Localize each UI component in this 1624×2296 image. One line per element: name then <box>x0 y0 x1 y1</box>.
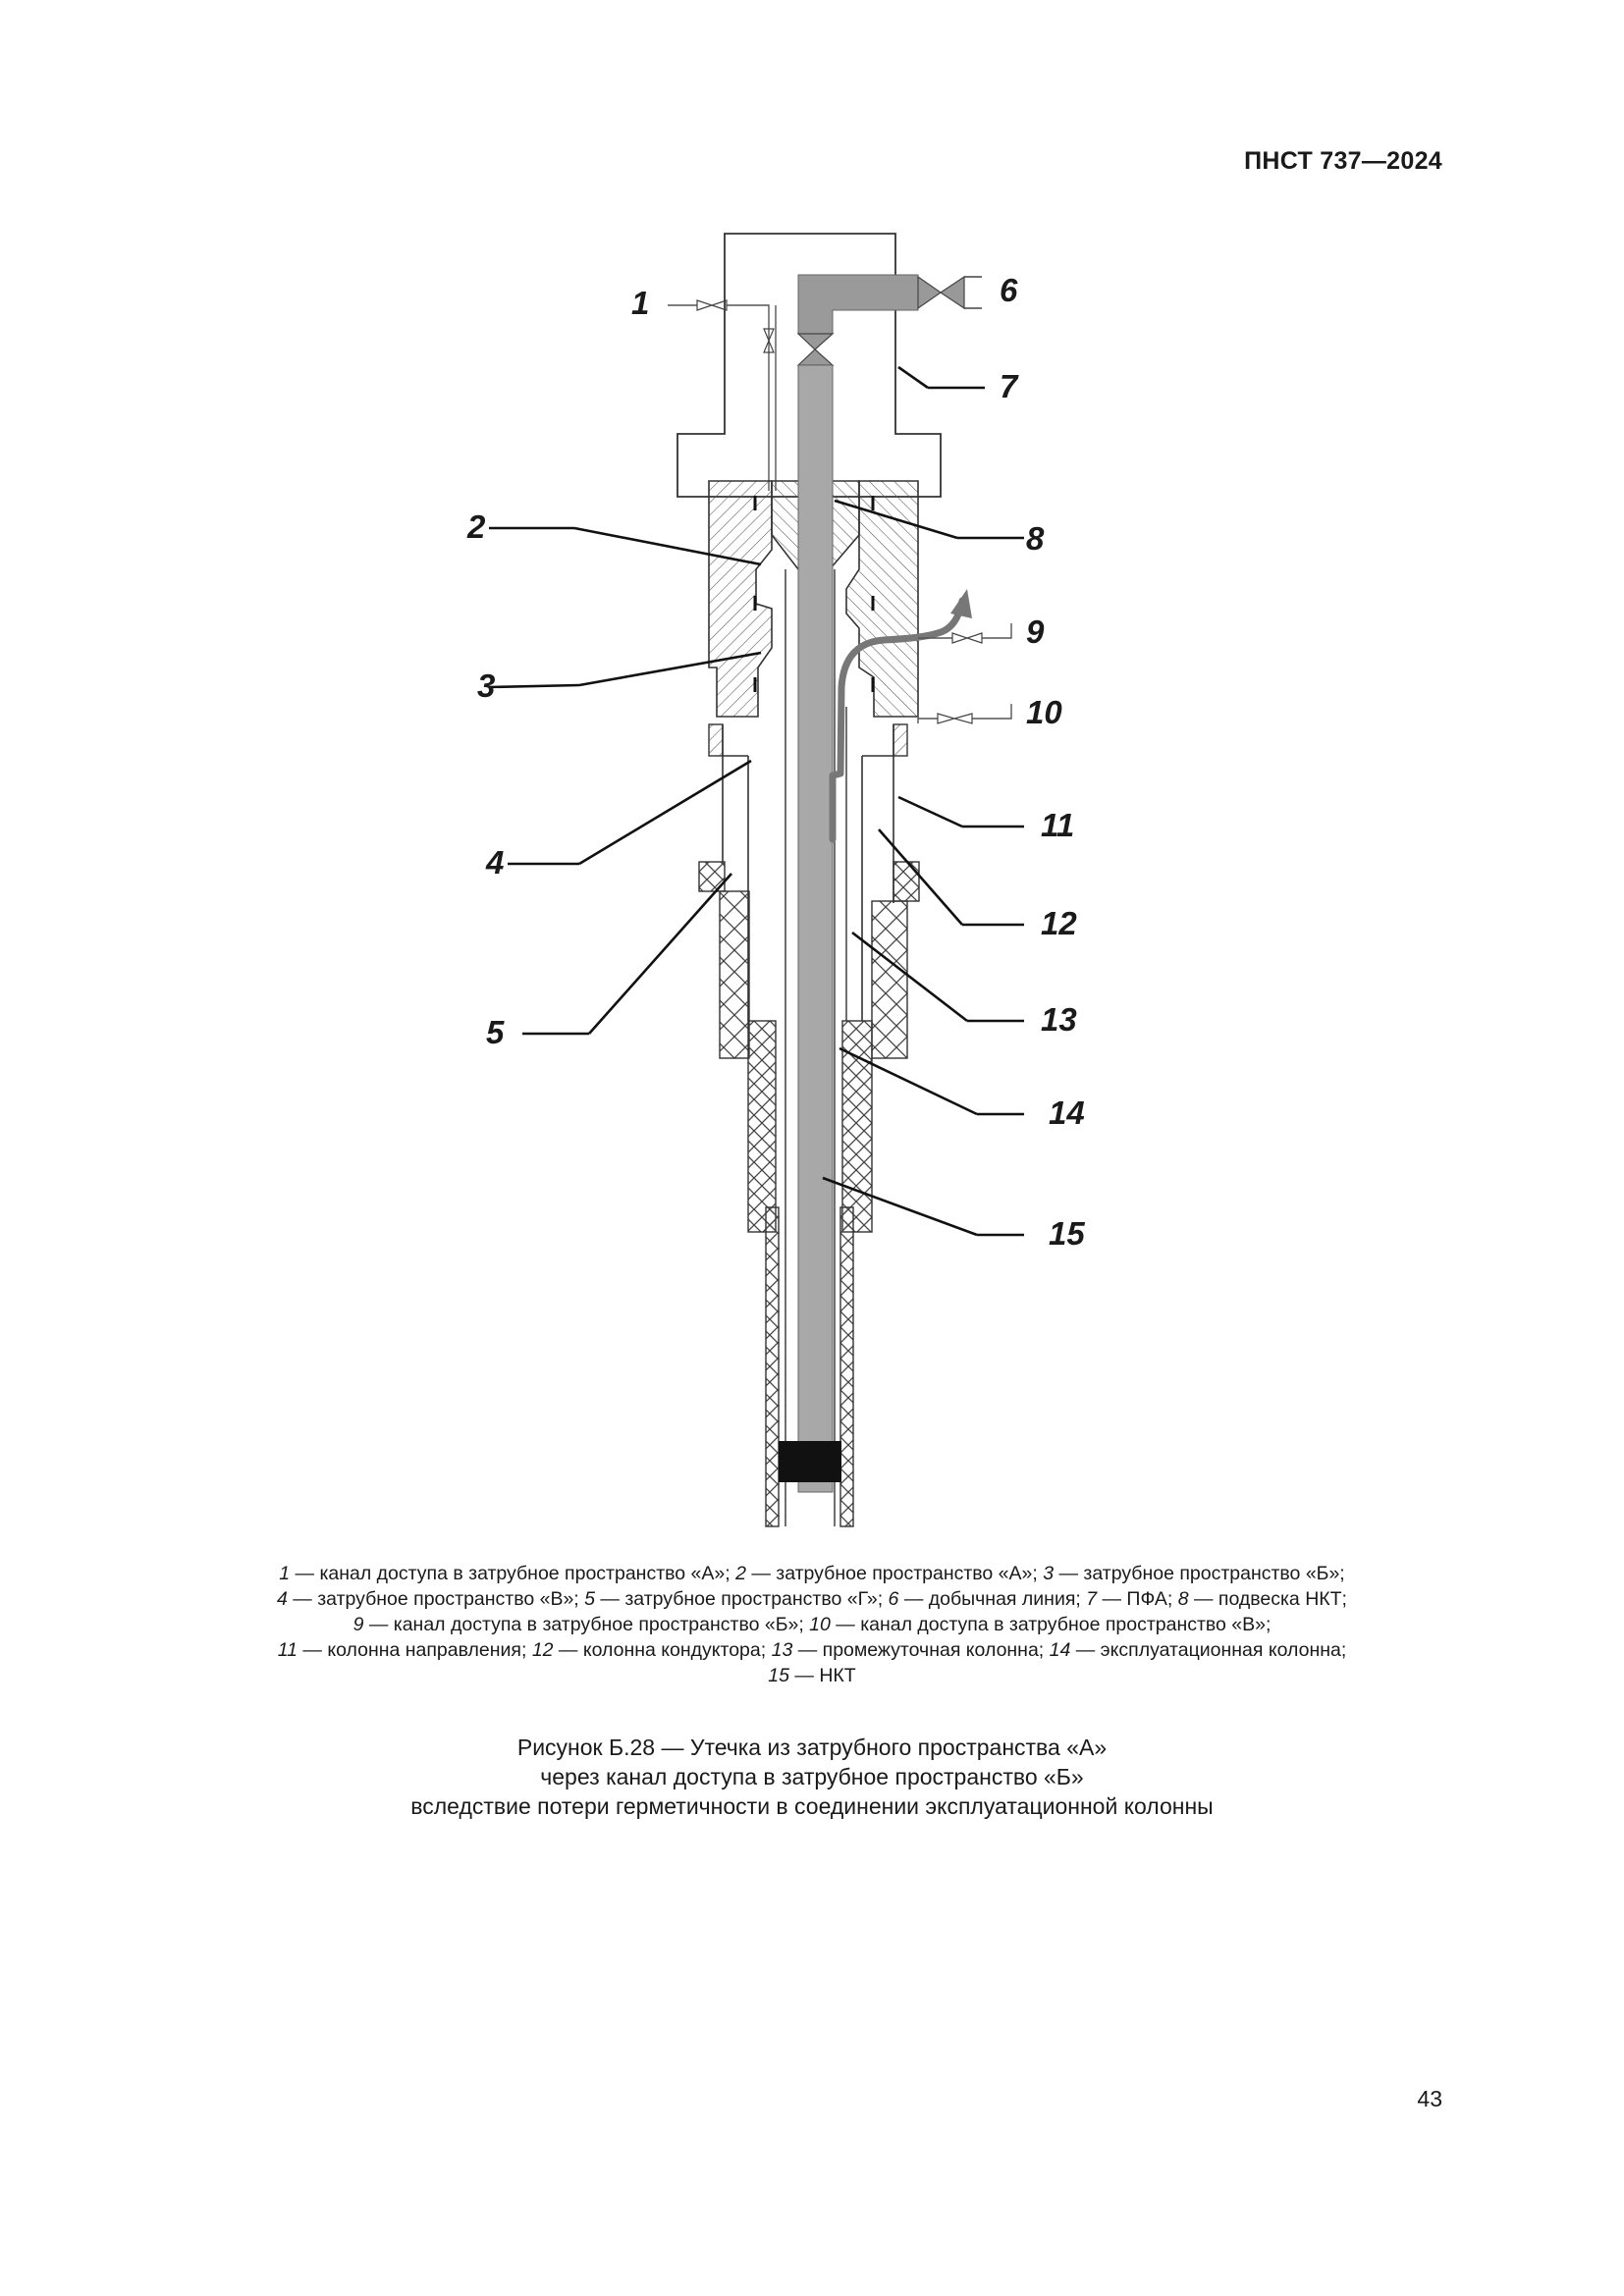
production-line <box>798 275 982 365</box>
legend-line <box>108 1586 1516 1612</box>
callout-2: 2 <box>467 508 486 545</box>
legend-item-number: 1 <box>279 1563 291 1584</box>
caption-line-1: Рисунок Б.28 — Утечка из затрубного пространства «А» <box>516 1735 1108 1760</box>
legend-item-number: 10 <box>809 1614 831 1635</box>
legend-item-number: 12 <box>531 1639 554 1661</box>
legend-line <box>108 1561 1516 1586</box>
caption-line-2: через канал доступа в затрубное пространство «Б» <box>540 1764 1084 1789</box>
legend-item-text: — колонна направления; <box>298 1639 532 1661</box>
callout-9: 9 <box>1026 614 1045 650</box>
legend-item-text: — промежуточная колонна; <box>792 1639 1050 1661</box>
access-channels-B-C <box>918 623 1011 723</box>
legend-item-number: 2 <box>735 1563 746 1584</box>
legend-item-number: 6 <box>888 1588 899 1610</box>
figure-caption <box>108 1733 1516 1821</box>
legend-item-text: — подвеска НКТ; <box>1188 1588 1347 1610</box>
callout-11: 11 <box>1041 807 1075 843</box>
figure-legend <box>108 1561 1516 1688</box>
legend-item-text: — затрубное пространство «А»; <box>745 1563 1044 1584</box>
legend-item-number: 15 <box>768 1665 789 1686</box>
legend-line <box>108 1663 1516 1688</box>
legend-item-text: — затрубное пространство «Г»; <box>595 1588 889 1610</box>
legend-item-text: — ПФА; <box>1097 1588 1178 1610</box>
legend-item-text: — колонна кондуктора; <box>553 1639 772 1661</box>
legend-item-text: — канал доступа в затрубное пространство «Б»; <box>363 1614 810 1635</box>
legend-item-number: 7 <box>1086 1588 1098 1610</box>
document-code: ПНСТ 737—2024 <box>1244 147 1442 175</box>
callout-3: 3 <box>477 667 496 704</box>
packer <box>779 1441 841 1482</box>
legend-item-text: — эксплуатационная колонна; <box>1070 1639 1347 1661</box>
legend-item-number: 13 <box>771 1639 793 1661</box>
callout-4: 4 <box>486 844 505 881</box>
callout-6: 6 <box>1000 272 1018 308</box>
callout-13: 13 <box>1041 1001 1077 1038</box>
legend-line <box>108 1612 1516 1637</box>
callout-5: 5 <box>486 1014 505 1050</box>
legend-item-text: — канал доступа в затрубное пространство «В»; <box>830 1614 1272 1635</box>
legend-item-number: 14 <box>1049 1639 1071 1661</box>
legend-line <box>108 1637 1516 1663</box>
callout-14: 14 <box>1049 1095 1085 1131</box>
callout-12: 12 <box>1041 905 1077 941</box>
legend-item-number: 5 <box>584 1588 596 1610</box>
callout-1: 1 <box>631 285 650 321</box>
callout-10: 10 <box>1026 694 1062 730</box>
legend-item-number: 8 <box>1177 1588 1189 1610</box>
legend-item-number: 11 <box>277 1639 298 1661</box>
page-number: 43 <box>1417 2086 1442 2111</box>
callout-15: 15 <box>1049 1215 1085 1252</box>
legend-item-number: 4 <box>277 1588 288 1610</box>
legend-item-text: — затрубное пространство «Б»; <box>1054 1563 1345 1584</box>
access-channel-A <box>668 300 776 491</box>
callout-7: 7 <box>1000 368 1018 404</box>
callout-8: 8 <box>1026 520 1045 557</box>
caption-line-3: вследствие потери герметичности в соединении эксплуатационной колонны <box>410 1793 1214 1819</box>
legend-item-text: — канал доступа в затрубное пространство «А»; <box>290 1563 736 1584</box>
legend-item-text: — НКТ <box>789 1665 856 1686</box>
legend-item-number: 3 <box>1043 1563 1055 1584</box>
tubing-string <box>798 365 833 1492</box>
legend-item-number: 9 <box>352 1614 364 1635</box>
legend-item-text: — добычная линия; <box>898 1588 1087 1610</box>
legend-item-text: — затрубное пространство «В»; <box>287 1588 585 1610</box>
